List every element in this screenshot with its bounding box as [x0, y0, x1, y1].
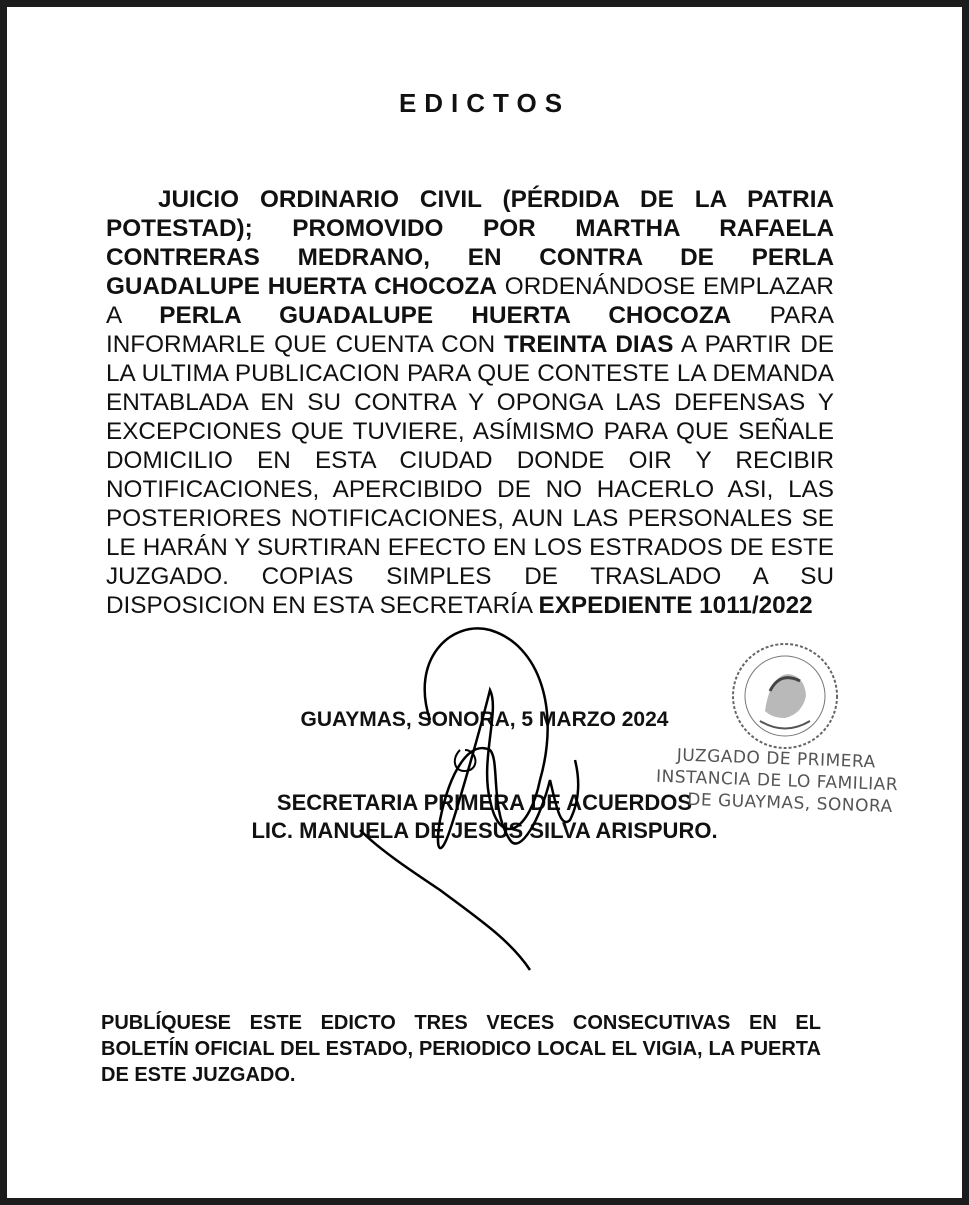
- signatory-title: SECRETARIA PRIMERA DE ACUERDOS: [276, 790, 693, 815]
- defendant-name: PERLA GUADALUPE HUERTA CHOCOZA: [159, 302, 732, 329]
- document-title: EDICTOS: [398, 88, 571, 118]
- case-heading: JUICIO ORDINARIO CIVIL (PÉRDIDA DE LA PATRIA POTESTAD); PROMOVIDO POR MARTHA RAFAELA CONTRERAS MEDRANO, EN CONTRA DE PERLA GUADALUPE HUERTA CHOCOZA: [106, 186, 834, 300]
- body-text-3: A PARTIR DE LA ULTIMA PUBLICACION PARA QUE CONTESTE LA DEMANDA ENTABLADA EN SU CONTRA Y OPONGA LAS DEFENSAS Y EXCEPCIONES QUE TUVIERE, ASÍMISMO PARA QUE SEÑALE DOMICILIO EN ESTA CIUDAD DONDE OIR Y RECIBIR NOTIFICACIONES, APERCIBIDO DE NO HACERLO ASI, LAS POSTERIORES NOTIFICACIONES, AUN LAS PERSONALES SE LE HARÁN Y SURTIRAN EFECTO EN LOS ESTRADOS DE ESTE JUZGADO. COPIAS SIMPLES DE TRASLADO A SU DISPOSICION EN ESTA SECRETARÍA: [106, 331, 835, 619]
- case-number: EXPEDIENTE 1011/2022: [538, 592, 813, 619]
- seal-line-3: DE GUAYMAS, SONORA: [686, 789, 893, 818]
- term-days: TREINTA DIAS: [503, 331, 674, 358]
- seal-line-1: JUZGADO DE PRIMERA: [676, 745, 877, 773]
- seal-line-2: INSTANCIA DE LO FAMILIAR: [655, 766, 899, 796]
- edict-body: [106, 185, 834, 620]
- signatory-name: LIC. MANUELA DE JESUS SILVA ARISPURO.: [251, 818, 718, 843]
- place-date: GUAYMAS, SONORA, 5 MARZO 2024: [300, 708, 669, 731]
- court-seal-emblem: [710, 636, 860, 756]
- body-text-1: ORDENÁNDOSE EMPLAZAR A: [106, 273, 834, 329]
- seal-text: [647, 743, 909, 818]
- publication-note: PUBLÍQUESE ESTE EDICTO TRES VECES CONSECUTIVAS EN EL BOLETÍN OFICIAL DEL ESTADO, PERIODICO LOCAL EL VIGIA, LA PUERTA DE ESTE JUZGADO.: [101, 1012, 821, 1086]
- body-text-2: PARA INFORMARLE QUE CUENTA CON: [106, 302, 834, 358]
